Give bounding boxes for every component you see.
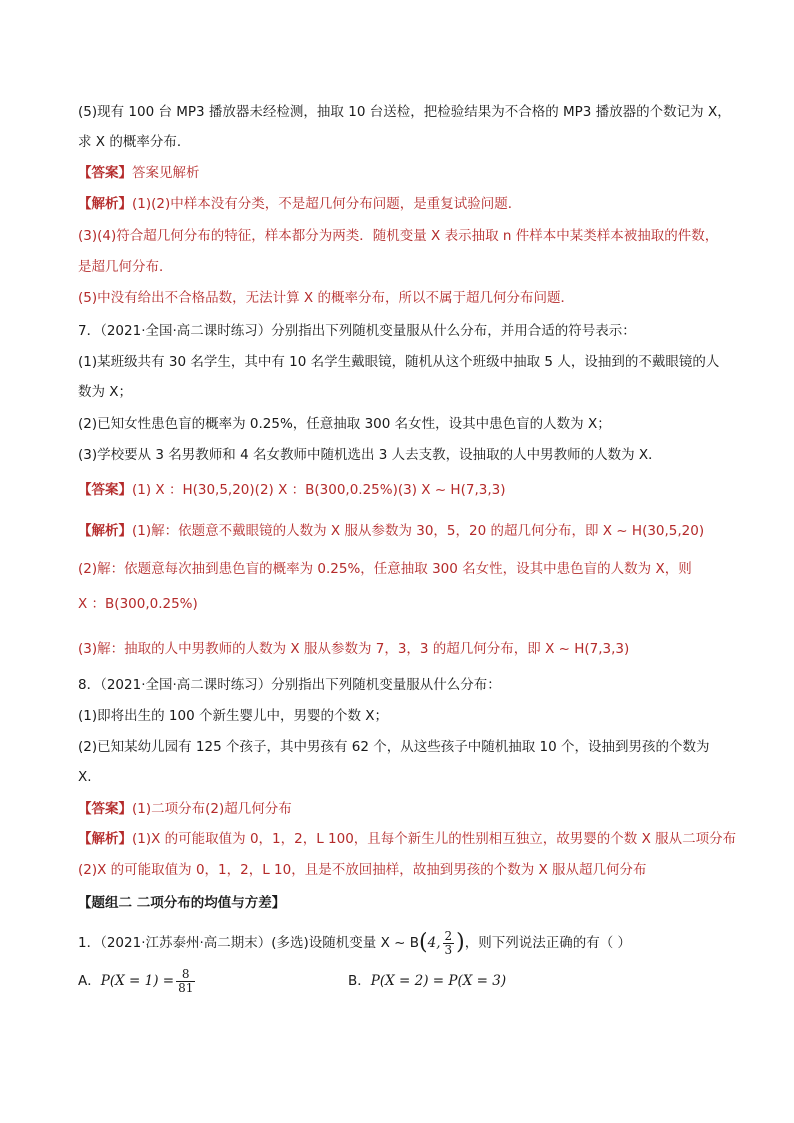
problem8-stem: 8．（2021·全国·高二课时练习）分别指出下列随机变量服从什么分布： <box>78 677 501 693</box>
analysis-line3: 是超几何分布． <box>78 259 173 275</box>
analysis-line4: (5)中没有给出不合格品数，无法计算 X 的概率分布，所以不属于超几何分布问题． <box>78 290 574 306</box>
analysis-line1 <box>78 194 521 214</box>
problem1-stem-prefix: 1．（2021·江苏泰州·高二期末）(多选)设随机变量 X ~ B <box>78 935 420 951</box>
option-a-expression: P(X = 1) = <box>100 973 175 989</box>
problem7-analysis-line1 <box>78 521 704 541</box>
problem6-part5-line2: 求 X 的概率分布． <box>78 134 191 150</box>
option-b <box>348 964 506 998</box>
problem8-part1: (1)即将出生的 100 个新生婴儿中，男婴的个数 X； <box>78 708 389 724</box>
problem7-answer-line <box>78 480 505 500</box>
problem1-stem-suffix: ，则下列说法正确的有（ ） <box>464 935 632 951</box>
answer-tag: 【答案】 <box>78 165 132 181</box>
answer-part2: (2) X ：B(300,0.25%) <box>254 482 398 498</box>
problem8-part2-line2: X. <box>78 769 92 785</box>
answer-tag: 【答案】 <box>78 801 132 817</box>
problem7-stem: 7．（2021·全国·高二课时练习）分别指出下列随机变量服从什么分布，并用合适的符号表示： <box>78 323 636 339</box>
problem7-part3: (3)学校要从 3 名男教师和 4 名女教师中随机选出 3 人去支教，设抽取的人中男教师的人数为 X． <box>78 447 662 463</box>
binomial-args: 4, <box>427 935 441 951</box>
answer-part1: (1) X ：H(30,5,20) <box>132 482 255 498</box>
problem7-part1-line1: (1)某班级共有 30 名学生，其中有 10 名学生戴眼镜，随机从这个班级中抽取 5 人，设抽到的不戴眼镜的人 <box>78 354 720 370</box>
analysis-text: (1)X 的可能取值为 0，1，2，L 100，且每个新生儿的性别相互独立，故男婴的个数 X 服从二项分布 <box>132 831 737 847</box>
analysis-text: (1)解：依题意不戴眼镜的人数为 X 服从参数为 30，5，20 的超几何分布，即 X ~ H(30,5,20) <box>132 523 705 539</box>
problem7-part1-line2: 数为 X； <box>78 384 133 400</box>
answer-line <box>78 163 200 183</box>
problem8-answer-line <box>78 799 292 819</box>
analysis-line2: (3)(4)符合超几何分布的特征，样本都分为两类．随机变量 X 表示抽取 n 件样本中某类样本被抽取的件数， <box>78 228 719 244</box>
section-heading: 【题组二 二项分布的均值与方差】 <box>78 895 286 911</box>
left-paren: ( <box>419 930 428 955</box>
problem7-analysis-line4: (3)解：抽取的人中男教师的人数为 X 服从参数为 7，3，3 的超几何分布，即 X ~ H(7,3,3) <box>78 641 630 657</box>
answer-text: 答案见解析 <box>132 165 200 181</box>
right-paren: ) <box>456 930 465 955</box>
analysis-text: (1)(2)中样本没有分类，不是超几何分布问题，是重复试验问题． <box>132 196 522 212</box>
option-b-label: B． <box>348 973 371 989</box>
problem7-part2: (2)已知女性患色盲的概率为 0.25%，任意抽取 300 名女性，设其中患色盲的人数为 X； <box>78 416 611 432</box>
fraction-numerator: 2 <box>444 928 453 943</box>
analysis-tag: 【解析】 <box>78 523 132 539</box>
problem8-analysis-line2: (2)X 的可能取值为 0，1，2，L 10，且是不放回抽样，故抽到男孩的个数为 X 服从超几何分布 <box>78 862 647 878</box>
fraction <box>443 930 455 957</box>
problem1-stem <box>78 926 631 960</box>
analysis-tag: 【解析】 <box>78 196 132 212</box>
option-b-expression: P(X = 2) = P(X = 3) <box>370 973 507 989</box>
option-a <box>78 964 197 998</box>
problem6-part5-line1: (5)现有 100 台 MP3 播放器未经检测，抽取 10 台送检，把检验结果为不合格的 MP3 播放器的个数记为 X， <box>78 104 731 120</box>
problem7-analysis-line2: (2)解：依题意每次抽到患色盲的概率为 0.25%，任意抽取 300 名女性，设其中患色盲的人数为 X，则 <box>78 561 692 577</box>
answer-part3: (3) X ~ H(7,3,3) <box>397 482 506 498</box>
fraction-denominator: 3 <box>444 942 453 957</box>
fraction-denominator: 81 <box>178 980 194 995</box>
problem8-analysis-line1 <box>78 829 736 849</box>
option-a-label: A． <box>78 973 101 989</box>
answer-tag: 【答案】 <box>78 482 132 498</box>
analysis-tag: 【解析】 <box>78 831 132 847</box>
answer-text: (1)二项分布(2)超几何分布 <box>132 801 292 817</box>
fraction-numerator: 8 <box>176 968 195 982</box>
problem7-analysis-line3: X ：B(300,0.25%) <box>78 596 198 612</box>
problem8-part2-line1: (2)已知某幼儿园有 125 个孩子，其中男孩有 62 个，从这些孩子中随机抽取 10 个，设抽到男孩的个数为 <box>78 739 710 755</box>
option-a-fraction <box>176 968 195 995</box>
